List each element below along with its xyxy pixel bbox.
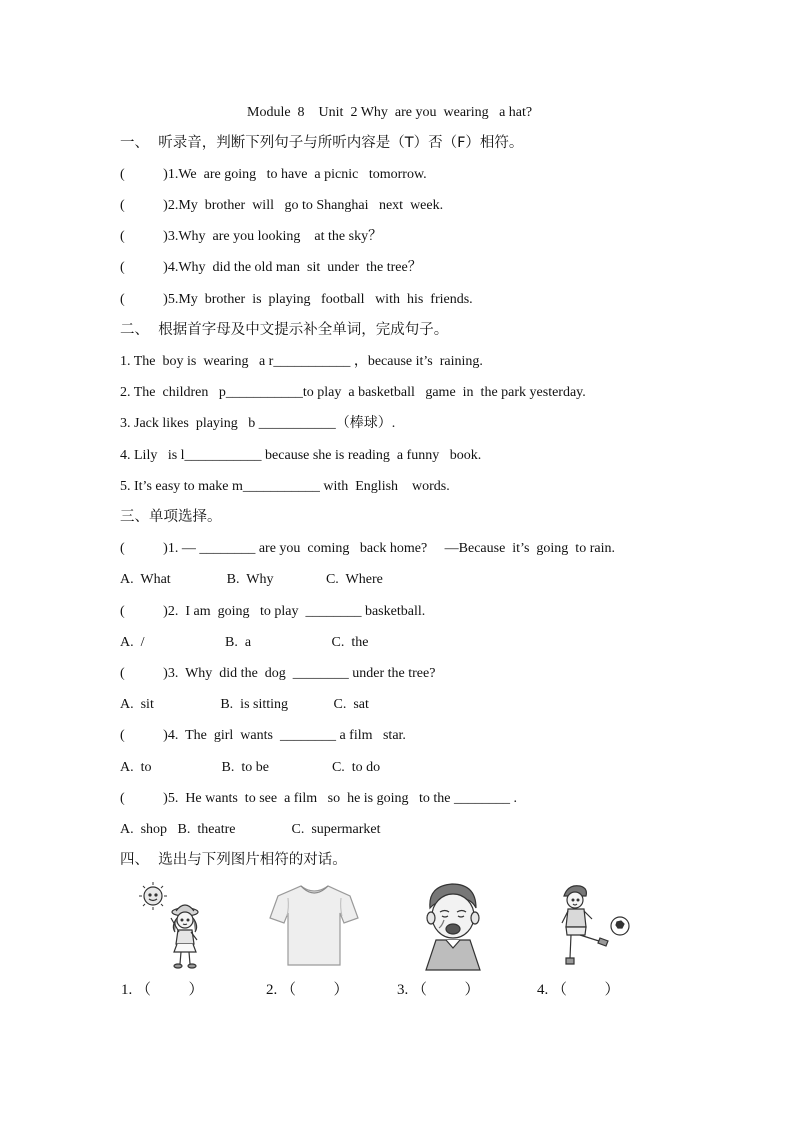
s1-item-5: ( )5.My brother is playing football with his friends.	[120, 292, 473, 307]
s3-question-4: ( )4. The girl wants ________ a film star.	[120, 728, 406, 743]
girl-sun-hat-icon	[133, 878, 213, 973]
picture-2-answer: 2. （ ）	[266, 982, 349, 998]
s2-item-2: 2. The children p___________to play a basketball game in the park yesterday.	[120, 385, 586, 400]
picture-1-answer: 1. （ ）	[121, 982, 204, 998]
s3-options-2: A. / B. a C. the	[120, 635, 369, 650]
picture-3-answer: 3. （ ）	[397, 982, 480, 998]
s2-item-3: 3. Jack likes playing b ___________（棒球）.	[120, 416, 396, 431]
t-shirt-icon	[267, 880, 362, 970]
crying-boy-icon	[418, 880, 488, 972]
s3-options-1: A. What B. Why C. Where	[120, 572, 383, 587]
s1-item-1: ( )1.We are going to have a picnic tomorrow.	[120, 167, 427, 182]
s3-options-4: A. to B. to be C. to do	[120, 760, 381, 775]
s3-question-3: ( )3. Why did the dog ________ under the tree?	[120, 666, 436, 681]
s3-question-5: ( )5. He wants to see a film so he is going to the ________ .	[120, 791, 518, 806]
s1-item-4: ( )4.Why did the old man sit under the tree？	[120, 260, 422, 275]
picture-4-answer: 4. （ ）	[537, 982, 620, 998]
s3-question-2: ( )2. I am going to play ________ basketball.	[120, 604, 426, 619]
section4-heading: 四、 选出与下列图片相符的对话。	[120, 852, 347, 868]
s1-item-2: ( )2.My brother will go to Shanghai next week.	[120, 198, 444, 213]
section1-heading: 一、 听录音，判断下列句子与所听内容是（T）否（F）相符。	[120, 135, 524, 151]
boy-football-icon	[560, 882, 632, 972]
s3-options-5: A. shop B. theatre C. supermarket	[120, 822, 381, 837]
s2-item-1: 1. The boy is wearing a r___________ ，because it’s raining.	[120, 354, 483, 369]
s3-question-1: ( )1. — ________ are you coming back home? —Because it’s going to rain.	[120, 541, 615, 556]
s2-item-5: 5. It’s easy to make m___________ with English words.	[120, 479, 450, 494]
s1-item-3: ( )3.Why are you looking at the sky？	[120, 229, 383, 244]
page-title: Module 8 Unit 2 Why are you wearing a hat?	[247, 105, 533, 120]
s2-item-4: 4. Lily is l___________ because she is reading a funny book.	[120, 448, 482, 463]
s3-options-3: A. sit B. is sitting C. sat	[120, 697, 369, 712]
section3-heading: 三、单项选择。	[120, 509, 222, 525]
section2-heading: 二、 根据首字母及中文提示补全单词，完成句子。	[120, 322, 449, 338]
